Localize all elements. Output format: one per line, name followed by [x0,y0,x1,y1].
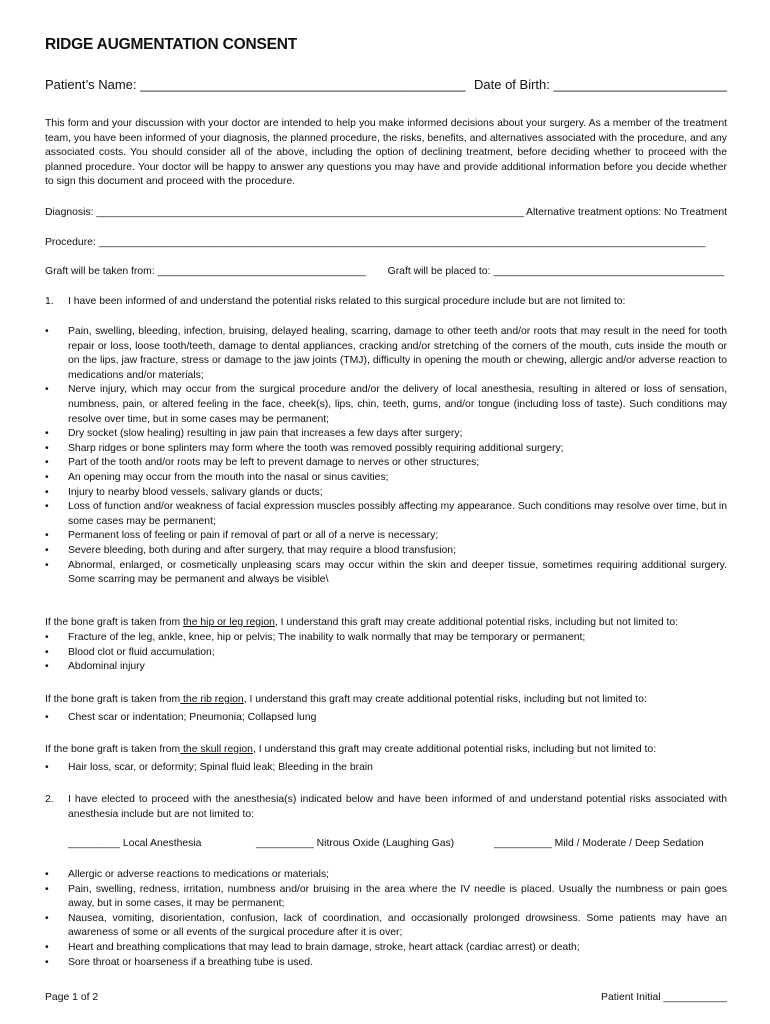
section-text: I have been informed of and understand the potential risks related to this surgical procedure include but are not limited to: [68,296,626,307]
hip-post-text: , I understand this graft may create additional potential risks, including but not limited to: [274,617,679,628]
list-item [45,868,727,883]
list-item [45,883,727,912]
list-item [45,761,727,776]
bullet-icon: • [45,646,49,658]
bullet-icon: • [45,661,49,673]
bullet-icon: • [45,428,49,440]
bullet-icon: • [45,762,49,773]
sedation-option[interactable]: __________ Mild / Moderate / Deep Sedation [494,838,704,849]
list-item [45,427,727,442]
bullet-icon: • [45,869,49,880]
list-item [45,471,727,486]
list-item-text: Permanent loss of feeling or pain if removal of part or all of a nerve is necessary; [68,530,439,542]
list-item [45,711,727,726]
section-number: 1. [45,296,54,307]
rib-risk-list [45,711,727,726]
list-item-text: Nerve injury, which may occur from the surgical procedure and/or the delivery of local anesthesia, resulting in altered or loss of sensation, numbness, pain, or altered feeling in the face, cheek(s), lips, chin, teeth, gums, and/or tongue (including loss of taste). Such conditions may resolve over time, but in some cases may be permanent; [68,384,727,425]
hip-pre-text: If the bone graft is taken from [45,617,184,628]
patient-info-line [45,78,727,93]
list-item-text: Abdominal injury [68,661,145,673]
list-item [45,956,727,971]
bullet-icon: • [45,956,49,968]
list-item [45,559,727,588]
bullet-icon: • [45,530,49,542]
list-item [45,529,727,544]
list-item [45,486,727,501]
list-item [45,325,727,383]
procedure-row [45,236,727,251]
skull-risk-list [45,761,727,776]
bullet-icon: • [45,632,49,643]
graft-placed-field[interactable]: Graft will be placed to: ________________________________________ [387,266,725,277]
list-item [45,383,727,427]
bullet-icon: • [45,559,49,571]
bullet-icon: • [45,941,49,953]
bullet-icon: • [45,457,49,469]
rib-post-text: , I understand this graft may create additional potential risks, including but not limited to: [243,694,647,705]
hip-graft-paragraph [45,616,727,631]
list-item-text: Hair loss, scar, or deformity; Spinal fluid leak; Bleeding in the brain [68,762,373,773]
patient-name-field[interactable]: Patient’s Name: _____________________________________________ [45,77,466,92]
list-item [45,456,727,471]
nitrous-oxide-option[interactable]: __________ Nitrous Oxide (Laughing Gas) [256,838,455,849]
page-title: RIDGE AUGMENTATION CONSENT [45,36,297,53]
list-item-text: Pain, swelling, redness, irritation, numbness and/or bruising in the area where the IV needle is placed. Usually the numbness or pain goes away, but in some cases, it may be permanent; [68,883,727,910]
list-item-text: Sharp ridges or bone splinters may form where the tooth was removed possibly requiring additional surgery; [68,442,564,454]
list-item-text: Nausea, vomiting, disorientation, confusion, lack of coordination, and occasionally prolonged drowsiness. Some patients may have an awareness of some or all events of the surgical procedure after it is over; [68,912,727,939]
bullet-icon: • [45,384,49,396]
bullet-icon: • [45,544,49,556]
list-item-text: Dry socket (slow healing) resulting in jaw pain that increases a few days after surgery; [68,428,463,440]
section-1-risk-list [45,325,727,588]
rib-pre-text: If the bone graft is taken from [45,694,181,705]
hip-region-text: the hip or leg region [183,617,275,628]
intro-paragraph: This form and your discussion with your doctor are intended to help you make informed decisions about your surgery. As a member of the treatment team, you have been informed of your diagnosis, the planned procedure, the risks, benefits, and alternatives associated with the procedure, and any associated costs. You should consider all of the above, including the option of declining treatment, before deciding whether to proceed with the planned procedure. Your doctor will be happy to answer any questions you may have and provide additional information before you decide whether to sign this document and proceed with the procedure. [45,118,727,188]
list-item-text: Loss of function and/or weakness of facial expression muscles possibly affecting my appearance. Such conditions may resolve over time, but in some cases may be permanent; [68,501,727,527]
list-item [45,500,727,529]
list-item-text: Fracture of the leg, ankle, knee, hip or pelvis; The inability to walk normally that may be temporary or permanent; [68,632,586,643]
section-2-intro [45,793,727,822]
date-of-birth-field[interactable]: Date of Birth: ________________________ [474,77,727,92]
list-item [45,660,727,675]
list-item [45,912,727,941]
skull-graft-paragraph [45,743,727,758]
bullet-icon: • [45,712,49,723]
skull-pre-text: If the bone graft is taken from [45,744,181,755]
list-item-text: Sore throat or hoarseness if a breathing tube is used. [68,956,313,968]
bullet-icon: • [45,442,49,454]
anesthesia-risk-list [45,868,727,970]
section-text: I have elected to proceed with the anesthesia(s) indicated below and have been informed of and understand potential risks associated with anesthesia include but are not limited to: [68,794,727,820]
diagnosis-row [45,206,727,221]
bullet-icon: • [45,501,49,513]
graft-taken-field[interactable]: Graft will be taken from: ____________________________________ [45,266,366,277]
rib-graft-paragraph [45,693,727,708]
patient-initial-field[interactable]: Patient Initial ___________ [601,992,727,1003]
list-item [45,544,727,559]
list-item-text: Severe bleeding, both during and after surgery, that may require a blood transfusion; [68,544,456,556]
list-item [45,631,727,646]
list-item-text: Chest scar or indentation; Pneumonia; Collapsed lung [68,712,317,723]
diagnosis-field[interactable]: Diagnosis: __________________________________________________________________________ [45,207,525,218]
bullet-icon: • [45,883,49,895]
page-footer [45,991,727,1006]
list-item-text: Blood clot or fluid accumulation; [68,646,215,658]
skull-post-text: , I understand this graft may create additional potential risks, including but not limited to: [252,744,657,755]
page-number: Page 1 of 2 [45,992,99,1003]
bullet-icon: • [45,471,49,483]
list-item-text: Pain, swelling, bleeding, infection, bruising, delayed healing, scarring, damage to other teeth and/or roots that may result in the need for tooth repair or loss, loose tooth/teeth, damage to dental appliances, cracking and/or stretching of the corners of the mouth, cuts inside the mouth or on the lips, jaw fracture, stress or damage to the jaw joints (TMJ), difficulty in opening the mouth or chewing, allergic and/or adverse reaction to medications and/or materials; [68,326,727,381]
skull-region-text: the skull region [180,744,253,755]
list-item-text: Heart and breathing complications that may lead to brain damage, stroke, heart attack (cardiac arrest) or death; [68,941,580,953]
alternative-treatment-text: Alternative treatment options: No Treatment [526,207,727,218]
bullet-icon: • [45,326,49,337]
section-number: 2. [45,794,54,805]
list-item [45,646,727,661]
graft-row [45,265,727,280]
section-1-intro [45,295,727,310]
procedure-field[interactable]: Procedure: _________________________________________________________________________________________________________ [45,237,706,248]
list-item-text: Abnormal, enlarged, or cosmetically unpleasing scars may occur within the skin and deeper tissue, sometimes requiring additional surgery. Some scarring may be permanent and always be visible\ [68,559,727,586]
list-item [45,941,727,956]
list-item [45,442,727,457]
bullet-icon: • [45,912,49,924]
list-item-text: Part of the tooth and/or roots may be left to prevent damage to nerves or other structures; [68,457,480,469]
bullet-icon: • [45,486,49,498]
hip-risk-list [45,631,727,675]
list-item-text: Injury to nearby blood vessels, salivary glands or ducts; [68,486,323,498]
rib-region-text: the rib region [180,694,244,705]
list-item-text: An opening may occur from the mouth into the nasal or sinus cavities; [68,471,389,483]
list-item-text: Allergic or adverse reactions to medications or materials; [68,869,330,880]
local-anesthesia-option[interactable]: _________ Local Anesthesia [68,838,202,849]
